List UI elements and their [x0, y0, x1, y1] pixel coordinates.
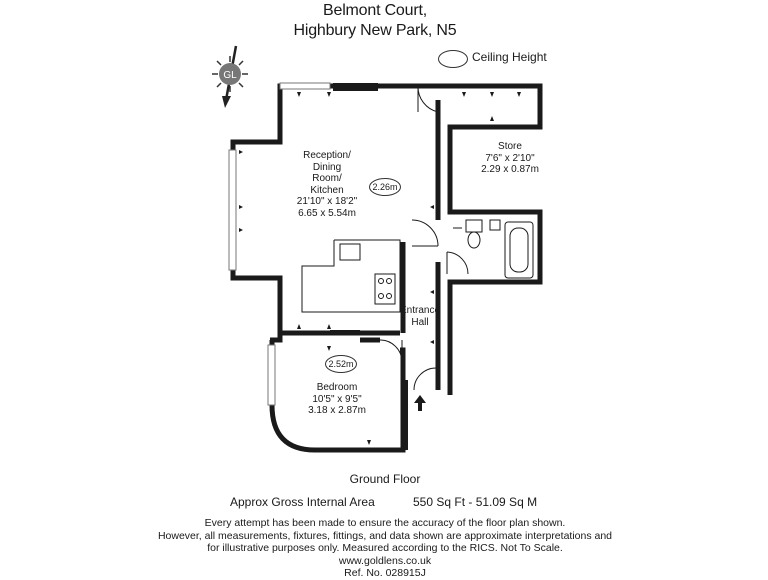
bedroom-dim-imperial: 10'5" x 9'5" — [312, 393, 362, 405]
store-name: Store — [498, 141, 522, 152]
website-link[interactable]: www.goldlens.co.uk — [338, 554, 432, 567]
bedroom-label — [297, 382, 377, 417]
reception-name-4: Kitchen — [310, 184, 344, 196]
reception-dim-metric: 6.65 x 5.54m — [298, 207, 356, 219]
hall-label — [397, 305, 443, 328]
area-value: 550 Sq Ft - 51.09 Sq M — [413, 495, 538, 509]
store-dim-imperial: 7'6" x 2'10" — [485, 152, 535, 164]
plan-title-line-1: Belmont Court, — [323, 2, 427, 19]
reception-dim-imperial: 21'10" x 18'2" — [296, 196, 358, 207]
area-label: Approx Gross Internal Area — [230, 495, 375, 509]
disclaimer-line-3: for illustrative purposes only. Measured according to the RICS. Not To Scale. — [207, 542, 563, 554]
store-label — [470, 141, 550, 176]
doors — [380, 86, 468, 390]
disclaimer — [130, 517, 640, 580]
disclaimer-line-2: However, all measurements, fixtures, fittings, and data shown are approximate interpretations and — [157, 529, 613, 542]
kitchen-units — [302, 240, 400, 312]
bedroom-name: Bedroom — [316, 382, 358, 393]
store-dim-metric: 2.29 x 0.87m — [481, 164, 539, 175]
reception-name-2: Dining — [312, 161, 342, 173]
hall-name-2: Hall — [411, 316, 429, 328]
compass-icon — [212, 46, 248, 108]
reception-label — [292, 150, 362, 219]
reception-ceiling-height: 2.26m — [369, 178, 401, 196]
plan-title-line-2: Highbury New Park, N5 — [293, 22, 457, 39]
compass-label: GL — [223, 70, 237, 81]
hall-name-1: Entrance — [399, 305, 441, 316]
bedroom-dim-metric: 3.18 x 2.87m — [308, 405, 366, 416]
disclaimer-line-1: Every attempt has been made to ensure the accuracy of the floor plan shown. — [204, 517, 566, 529]
floor-label: Ground Floor — [349, 472, 421, 486]
reference-number: Ref. No. 028915J — [344, 567, 426, 579]
bathroom-fixtures — [453, 220, 533, 278]
entrance-arrow-icon — [414, 395, 426, 411]
reception-name-1: Reception/ — [303, 150, 351, 161]
ceiling-height-legend-label: Ceiling Height — [472, 50, 547, 64]
reception-name-3: Room/ — [312, 173, 342, 184]
bedroom-ceiling-height: 2.52m — [325, 355, 357, 373]
